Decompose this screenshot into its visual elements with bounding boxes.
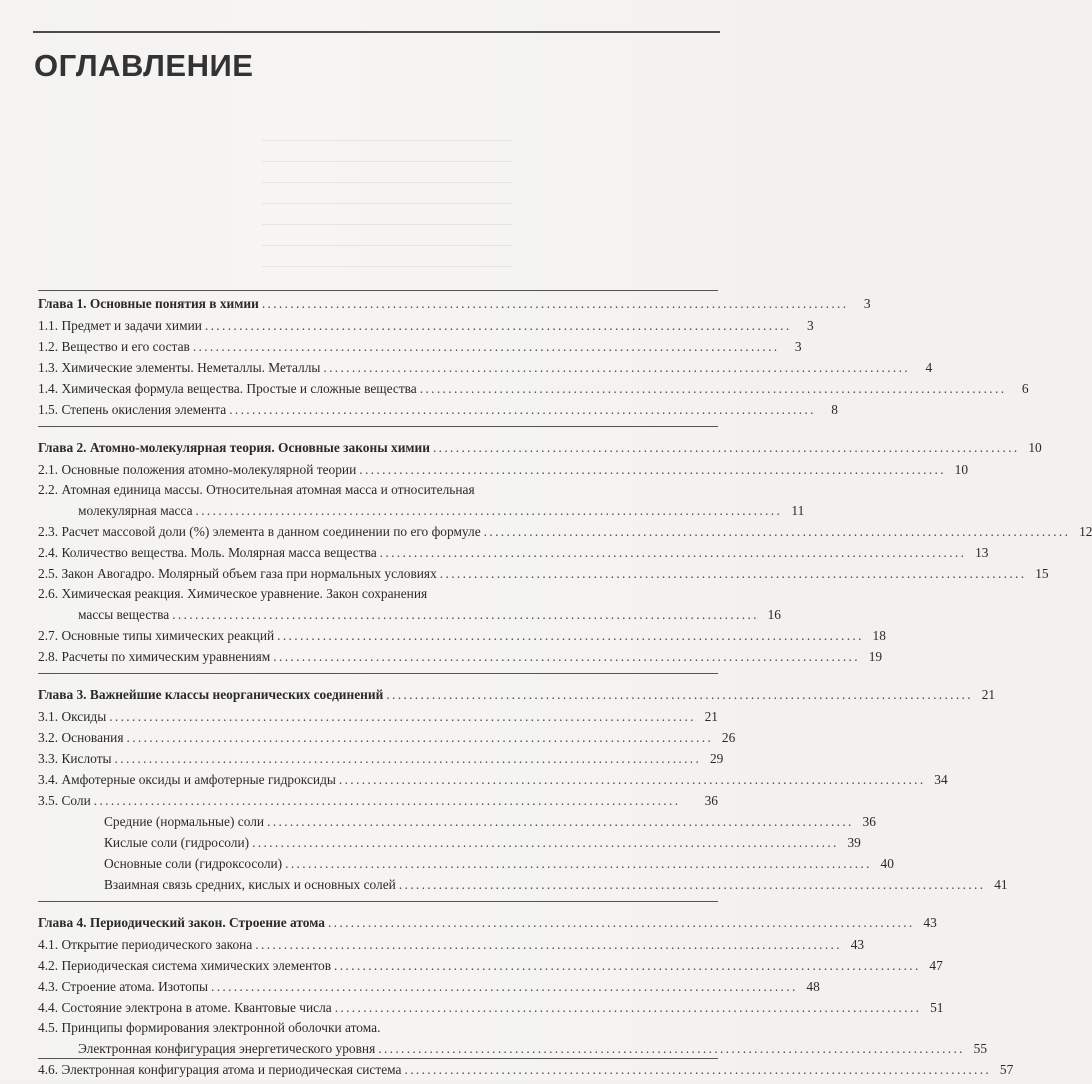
- chapter-heading[interactable]: [38, 293, 871, 315]
- toc-entry-continuation[interactable]: [38, 1038, 988, 1059]
- toc-entry[interactable]: [38, 399, 838, 420]
- toc-entry[interactable]: [38, 646, 883, 667]
- dot-leader: [378, 1038, 962, 1059]
- entry-number: 3.2.: [38, 730, 59, 745]
- dot-leader: [399, 874, 983, 895]
- entry-number: 1.4.: [38, 381, 59, 396]
- entry-number: 4.4.: [38, 1000, 59, 1015]
- entry-title: Кислоты: [61, 751, 112, 766]
- dot-leader: [267, 811, 851, 832]
- page-number: 43: [923, 915, 937, 930]
- toc-entry[interactable]: [38, 315, 814, 336]
- page-number: 55: [973, 1041, 988, 1056]
- entry-number: 3.4.: [38, 772, 59, 787]
- entry-number: 2.2.: [38, 482, 59, 497]
- page-number: 57: [999, 1062, 1014, 1077]
- dot-leader: [420, 378, 1004, 399]
- entry-title: Вещество и его состав: [61, 339, 190, 354]
- dot-leader: [339, 769, 923, 790]
- entry-number: 2.6.: [38, 586, 59, 601]
- toc-entry[interactable]: [38, 1059, 1014, 1080]
- toc-entry[interactable]: [38, 748, 724, 769]
- entry-number: 1.3.: [38, 360, 59, 375]
- entry-title: Соли: [61, 793, 91, 808]
- entry-title: Основные типы химических реакций: [61, 628, 275, 643]
- entry-number: 3.3.: [38, 751, 59, 766]
- toc-entry[interactable]: [38, 769, 948, 790]
- dot-leader: [193, 336, 777, 357]
- page-number: 48: [806, 979, 820, 994]
- page-number: 8: [831, 402, 838, 417]
- chapter-heading[interactable]: [38, 912, 937, 934]
- toc-entry[interactable]: [38, 997, 944, 1018]
- entry-number: 4.5.: [38, 1020, 59, 1035]
- toc-entry[interactable]: [38, 357, 933, 378]
- entry-number: 2.4.: [38, 545, 59, 560]
- toc-entry[interactable]: [38, 706, 718, 727]
- page-number: 36: [704, 793, 718, 808]
- toc-entry[interactable]: [38, 727, 736, 748]
- divider: [38, 290, 718, 291]
- dot-leader: [205, 315, 789, 336]
- toc-entry[interactable]: [38, 790, 718, 811]
- toc-entry[interactable]: [38, 563, 1049, 584]
- entry-title: Строение атома. Изотопы: [61, 979, 209, 994]
- entry-number: 4.6.: [38, 1062, 59, 1077]
- toc-subentry[interactable]: [38, 811, 876, 832]
- bleed-through-shadow: [262, 120, 512, 280]
- entry-title: Взаимная связь средних, кислых и основных солей: [104, 877, 396, 892]
- page-number: 21: [981, 687, 996, 702]
- entry-number: 2.1.: [38, 462, 59, 477]
- toc-entry[interactable]: [38, 521, 1092, 542]
- toc-entry[interactable]: [38, 934, 865, 955]
- entry-title: Амфотерные оксиды и амфотерные гидроксиды: [61, 772, 336, 787]
- dot-leader: [328, 912, 912, 934]
- chapter-heading[interactable]: [38, 437, 1042, 459]
- toc-entry-first-line: [38, 1018, 718, 1038]
- dot-leader: [484, 521, 1068, 542]
- entry-title: Открытие периодического закона: [61, 937, 253, 952]
- divider: [38, 673, 718, 674]
- page-number: 43: [850, 937, 865, 952]
- divider: [38, 426, 718, 427]
- page-number: 26: [721, 730, 736, 745]
- dot-leader: [172, 604, 756, 625]
- page-number: 19: [868, 649, 883, 664]
- chapter-title: Глава 1. Основные понятия в химии: [38, 296, 259, 311]
- toc-entry-first-line: [38, 480, 718, 500]
- dot-leader: [109, 706, 693, 727]
- page-number: 3: [863, 296, 871, 311]
- entry-title: Химическая формула вещества. Простые и сложные вещества: [61, 381, 417, 396]
- entry-title: Состояние электрона в атоме. Квантовые числа: [61, 1000, 332, 1015]
- entry-title: Атомная единица массы. Относительная атомная масса и относительная: [61, 482, 475, 497]
- toc-subentry[interactable]: [38, 832, 861, 853]
- dot-leader: [440, 563, 1024, 584]
- page-number: 21: [704, 709, 718, 724]
- entry-number: 3.5.: [38, 793, 59, 808]
- page-number: 6: [1021, 381, 1029, 396]
- page-number: 10: [1028, 440, 1042, 455]
- entry-title: Расчет массовой доли (%) элемента в данном соединении по его формуле: [61, 524, 481, 539]
- page-number: 12: [1079, 524, 1092, 539]
- entry-title: Количество вещества. Моль. Молярная масса вещества: [61, 545, 377, 560]
- chapter-title: Глава 4. Периодический закон. Строение атома: [38, 915, 325, 930]
- chapter-section: [38, 684, 1008, 895]
- dot-leader: [323, 357, 907, 378]
- entry-number: 2.7.: [38, 628, 59, 643]
- dot-leader: [211, 976, 795, 997]
- toc-entry[interactable]: [38, 955, 943, 976]
- dot-leader: [94, 790, 693, 811]
- page-number: 40: [880, 856, 894, 871]
- entry-title: Оксиды: [61, 709, 107, 724]
- chapter-title: Глава 3. Важнейшие классы неорганических соединений: [38, 687, 384, 702]
- page-number: 16: [767, 607, 781, 622]
- dot-leader: [127, 727, 711, 748]
- entry-title: массы вещества: [78, 607, 170, 622]
- toc-entry[interactable]: [38, 542, 989, 563]
- page-number: 4: [925, 360, 933, 375]
- toc-entry[interactable]: [38, 378, 1029, 399]
- entry-title: Кислые соли (гидросоли): [104, 835, 250, 850]
- dot-leader: [386, 684, 970, 706]
- entry-title: Основания: [61, 730, 124, 745]
- chapter-section: [38, 437, 1092, 667]
- dot-leader: [380, 542, 964, 563]
- dot-leader: [433, 437, 1017, 459]
- entry-number: 1.5.: [38, 402, 59, 417]
- table-of-contents: [38, 290, 1092, 1084]
- entry-title: Предмет и задачи химии: [61, 318, 202, 333]
- dot-leader: [273, 646, 857, 667]
- dot-leader: [359, 459, 943, 480]
- entry-title: молекулярная масса: [78, 503, 193, 518]
- toc-entry[interactable]: [38, 459, 969, 480]
- entry-title: Химические элементы. Неметаллы. Металлы: [61, 360, 321, 375]
- page-number: 11: [791, 503, 805, 518]
- divider: [38, 901, 718, 902]
- page-title: ОГЛАВЛЕНИЕ: [34, 48, 254, 83]
- entry-number: 2.8.: [38, 649, 59, 664]
- page-number: 10: [954, 462, 969, 477]
- entry-number: 2.3.: [38, 524, 59, 539]
- toc-entry-first-line: [38, 584, 718, 604]
- entry-number: 4.3.: [38, 979, 59, 994]
- toc-entry-continuation[interactable]: [38, 604, 781, 625]
- dot-leader: [405, 1059, 989, 1080]
- entry-title: Периодическая система химических элементов: [61, 958, 332, 973]
- entry-title: Закон Авогадро. Молярный объем газа при нормальных условиях: [61, 566, 437, 581]
- dot-leader: [252, 832, 836, 853]
- page-number: 3: [806, 318, 814, 333]
- entry-title: Степень окисления элемента: [61, 402, 227, 417]
- entry-title: Основные положения атомно-молекулярной теории: [61, 462, 357, 477]
- bottom-rule: [38, 1058, 718, 1059]
- dot-leader: [285, 853, 869, 874]
- entry-title: Химическая реакция. Химическое уравнение. Закон сохранения: [61, 586, 428, 601]
- page-number: 51: [930, 1000, 944, 1015]
- entry-number: 1.2.: [38, 339, 59, 354]
- page-number: 36: [862, 814, 876, 829]
- toc-subentry[interactable]: [38, 853, 894, 874]
- chapter-section: [38, 293, 1029, 420]
- entry-title: Основные соли (гидроксосоли): [104, 856, 283, 871]
- page-number: 15: [1035, 566, 1049, 581]
- top-rule: [33, 31, 720, 33]
- page-number: 18: [872, 628, 886, 643]
- page-number: 47: [929, 958, 943, 973]
- toc-entry[interactable]: [38, 976, 820, 997]
- entry-title: Принципы формирования электронной оболочки атома.: [61, 1020, 381, 1035]
- chapter-title: Глава 2. Атомно-молекулярная теория. Основные законы химии: [38, 440, 430, 455]
- toc-entry[interactable]: [38, 625, 886, 646]
- dot-leader: [277, 625, 861, 646]
- chapter-section: [38, 912, 1014, 1080]
- page-number: 39: [847, 835, 861, 850]
- dot-leader: [335, 997, 919, 1018]
- page-number: 29: [709, 751, 724, 766]
- page-number: 41: [994, 877, 1008, 892]
- dot-leader: [255, 934, 839, 955]
- page-number: 3: [794, 339, 802, 354]
- entry-title: Средние (нормальные) соли: [104, 814, 265, 829]
- entry-number: 2.5.: [38, 566, 59, 581]
- page-number: 34: [934, 772, 948, 787]
- dot-leader: [115, 748, 699, 769]
- entry-number: 4.1.: [38, 937, 59, 952]
- entry-title: Электронная конфигурация атома и периодическая система: [61, 1062, 402, 1077]
- dot-leader: [262, 293, 846, 315]
- entry-title: Электронная конфигурация энергетического уровня: [78, 1041, 376, 1056]
- entry-number: 1.1.: [38, 318, 59, 333]
- dot-leader: [229, 399, 813, 420]
- entry-number: 3.1.: [38, 709, 59, 724]
- page-number: 13: [975, 545, 989, 560]
- chapter-heading[interactable]: [38, 684, 996, 706]
- dot-leader: [196, 500, 780, 521]
- toc-entry[interactable]: [38, 336, 802, 357]
- dot-leader: [334, 955, 918, 976]
- entry-title: Расчеты по химическим уравнениям: [61, 649, 271, 664]
- toc-subentry[interactable]: [38, 874, 1008, 895]
- toc-entry-continuation[interactable]: [38, 500, 805, 521]
- entry-number: 4.2.: [38, 958, 59, 973]
